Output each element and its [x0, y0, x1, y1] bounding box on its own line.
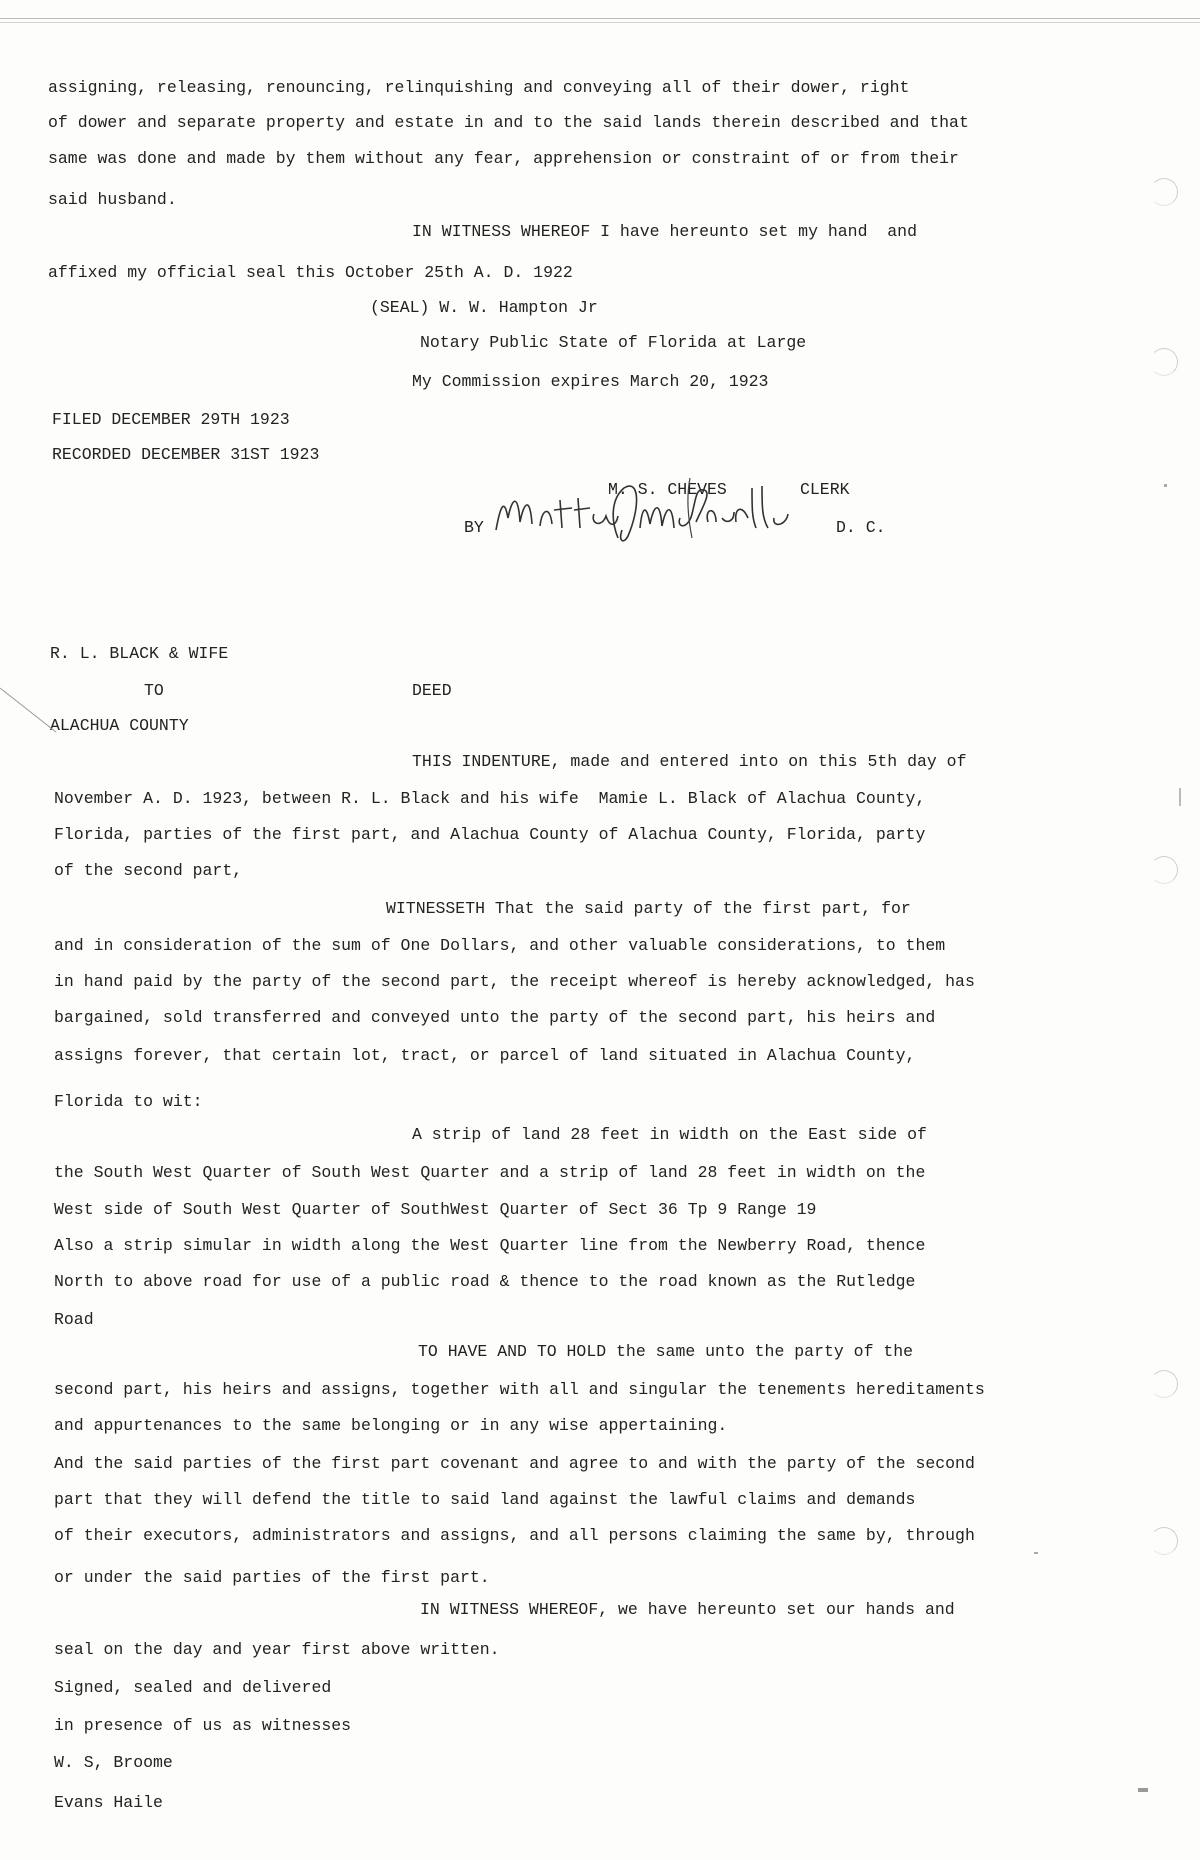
- party-grantee: ALACHUA COUNTY: [50, 716, 189, 735]
- punch-hole: [1150, 1370, 1178, 1398]
- punch-hole: [1150, 856, 1178, 884]
- text-line: November A. D. 1923, between R. L. Black and his wife Mamie L. Black of Alachua County,: [54, 789, 926, 808]
- clerk-name: M. S. CHEVES: [608, 480, 727, 499]
- text-line: of their executors, administrators and assigns, and all persons claiming the same by, through: [54, 1526, 975, 1545]
- text-line: North to above road for use of a public road & thence to the road known as the Rutledge: [54, 1272, 916, 1291]
- recorded-date: RECORDED DECEMBER 31ST 1923: [52, 445, 320, 464]
- text-line: the South West Quarter of South West Quarter and a strip of land 28 feet in width on the: [54, 1163, 926, 1182]
- text-line: same was done and made by them without any fear, apprehension or constraint of or from their: [48, 149, 959, 168]
- deed-label: DEED: [412, 681, 452, 700]
- scan-speck: [1164, 484, 1167, 487]
- notary-seal-line: (SEAL) W. W. Hampton Jr: [370, 298, 598, 317]
- handwritten-signature: [490, 478, 810, 548]
- to-label: TO: [144, 681, 164, 700]
- text-line: A strip of land 28 feet in width on the East side of: [412, 1125, 927, 1144]
- text-line: Road: [54, 1310, 94, 1329]
- text-line: seal on the day and year first above written.: [54, 1640, 500, 1659]
- text-line: My Commission expires March 20, 1923: [412, 372, 769, 391]
- text-line: of the second part,: [54, 861, 243, 880]
- scan-speck: [1138, 1788, 1148, 1792]
- text-line: affixed my official seal this October 25th A. D. 1922: [48, 263, 573, 282]
- text-line: TO HAVE AND TO HOLD the same unto the party of the: [418, 1342, 914, 1361]
- text-line: of dower and separate property and estate in and to the said lands therein described and that: [48, 113, 969, 132]
- stray-pen-line: [0, 686, 60, 736]
- text-line: said husband.: [48, 190, 177, 209]
- clerk-title: CLERK: [800, 480, 850, 499]
- text-line: assigning, releasing, renouncing, relinquishing and conveying all of their dower, right: [48, 78, 910, 97]
- text-line: IN WITNESS WHEREOF I have hereunto set my hand and: [412, 222, 917, 241]
- text-line: THIS INDENTURE, made and entered into on this 5th day of: [412, 752, 967, 771]
- punch-hole: [1150, 178, 1178, 206]
- deputy-clerk-label: D. C.: [836, 518, 886, 537]
- text-line: and in consideration of the sum of One Dollars, and other valuable considerations, to them: [54, 936, 946, 955]
- witness-name: Evans Haile: [54, 1793, 163, 1812]
- text-line: bargained, sold transferred and conveyed unto the party of the second part, his heirs and: [54, 1008, 936, 1027]
- text-line: Also a strip simular in width along the West Quarter line from the Newberry Road, thence: [54, 1236, 926, 1255]
- text-line: West side of South West Quarter of SouthWest Quarter of Sect 36 Tp 9 Range 19: [54, 1200, 817, 1219]
- text-line: Signed, sealed and delivered: [54, 1678, 332, 1697]
- text-line: Florida, parties of the first part, and Alachua County of Alachua County, Florida, party: [54, 825, 926, 844]
- party-grantor: R. L. BLACK & WIFE: [50, 644, 229, 663]
- text-line: WITNESSETH That the said party of the first part, for: [386, 899, 911, 918]
- witness-name: W. S, Broome: [54, 1753, 173, 1772]
- text-line: or under the said parties of the first part.: [54, 1568, 490, 1587]
- text-line: second part, his heirs and assigns, together with all and singular the tenements hereditaments: [54, 1380, 985, 1399]
- text-line: And the said parties of the first part covenant and agree to and with the party of the second: [54, 1454, 975, 1473]
- page-top-rule: [0, 18, 1200, 23]
- text-line: Notary Public State of Florida at Large: [420, 333, 807, 352]
- text-line: IN WITNESS WHEREOF, we have hereunto set our hands and: [420, 1600, 955, 1619]
- text-line: and appurtenances to the same belonging or in any wise appertaining.: [54, 1416, 728, 1435]
- punch-hole: [1150, 1527, 1178, 1555]
- text-line: in hand paid by the party of the second part, the receipt whereof is hereby acknowledged, has: [54, 972, 975, 991]
- text-line: in presence of us as witnesses: [54, 1716, 352, 1735]
- text-line: Florida to wit:: [54, 1092, 203, 1111]
- punch-hole: [1150, 348, 1178, 376]
- by-label: BY: [464, 518, 484, 537]
- filed-date: FILED DECEMBER 29TH 1923: [52, 410, 290, 429]
- text-line: assigns forever, that certain lot, tract, or parcel of land situated in Alachua County,: [54, 1046, 916, 1065]
- text-line: part that they will defend the title to said land against the lawful claims and demands: [54, 1490, 916, 1509]
- scan-speck: [1034, 1552, 1038, 1554]
- scan-speck: [1179, 788, 1181, 806]
